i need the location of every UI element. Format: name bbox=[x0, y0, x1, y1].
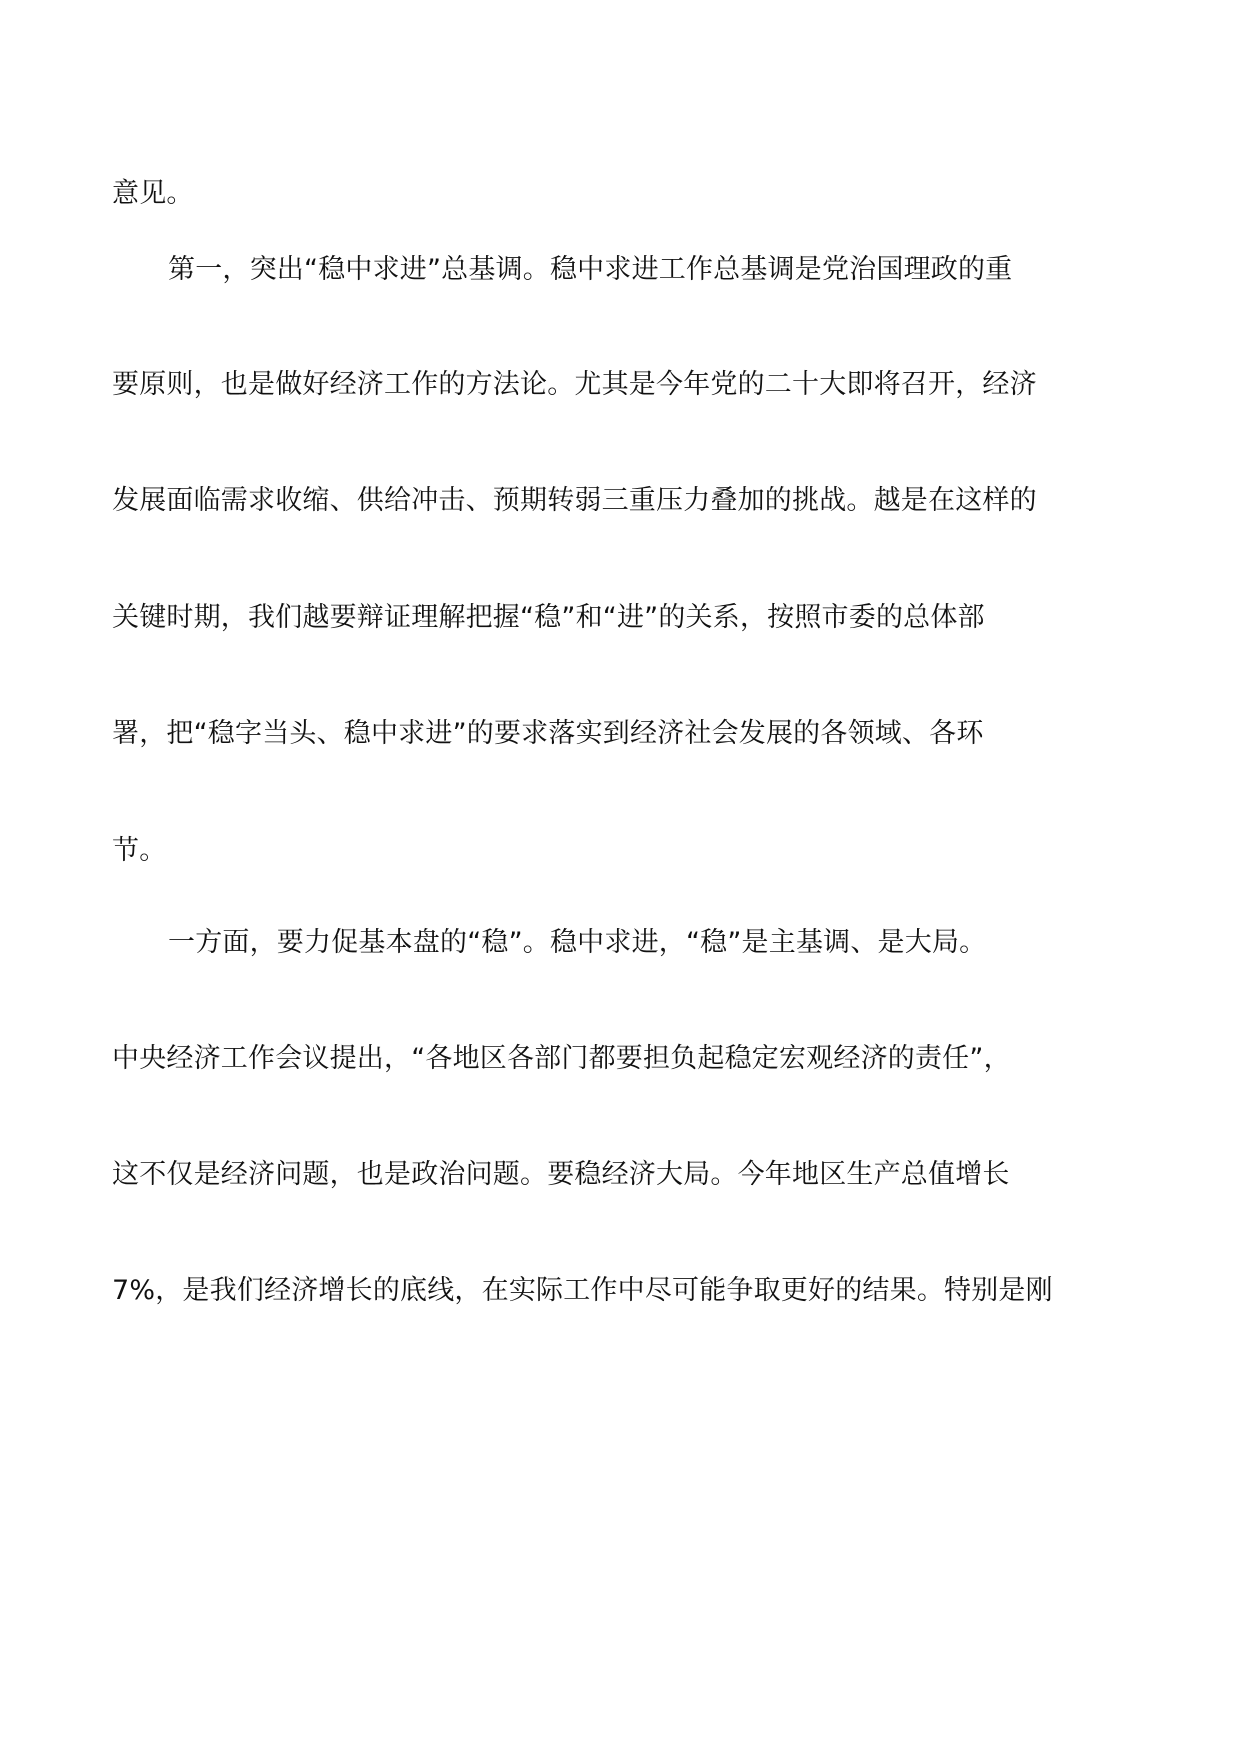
text-line: 7%，是我们经济增长的底线，在实际工作中尽可能争取更好的结果。特别是刚 bbox=[112, 1275, 1053, 1306]
text-line: 发展面临需求收缩、供给冲击、预期转弱三重压力叠加的挑战。越是在这样的 bbox=[112, 485, 1037, 516]
paragraph-1-first-line: 第一，突出“稳中求进”总基调。稳中求进工作总基调是党治国理政的重 bbox=[168, 254, 1013, 285]
paragraph-2-first-line: 一方面，要力促基本盘的“稳”。稳中求进，“稳”是主基调、是大局。 bbox=[168, 927, 987, 958]
text-line: 意见。 bbox=[112, 178, 194, 209]
text-line: 节。 bbox=[112, 835, 167, 866]
text-line: 这不仅是经济问题，也是政治问题。要稳经济大局。今年地区生产总值增长 bbox=[112, 1159, 1010, 1190]
text-line: 关键时期，我们越要辩证理解把握“稳”和“进”的关系，按照市委的总体部 bbox=[112, 602, 985, 633]
text-line: 要原则，也是做好经济工作的方法论。尤其是今年党的二十大即将召开，经济 bbox=[112, 369, 1037, 400]
text-line: 署，把“稳字当头、稳中求进”的要求落实到经济社会发展的各领域、各环 bbox=[112, 718, 984, 749]
text-line: 中央经济工作会议提出，“各地区各部门都要担负起稳定宏观经济的责任”， bbox=[112, 1043, 1011, 1074]
